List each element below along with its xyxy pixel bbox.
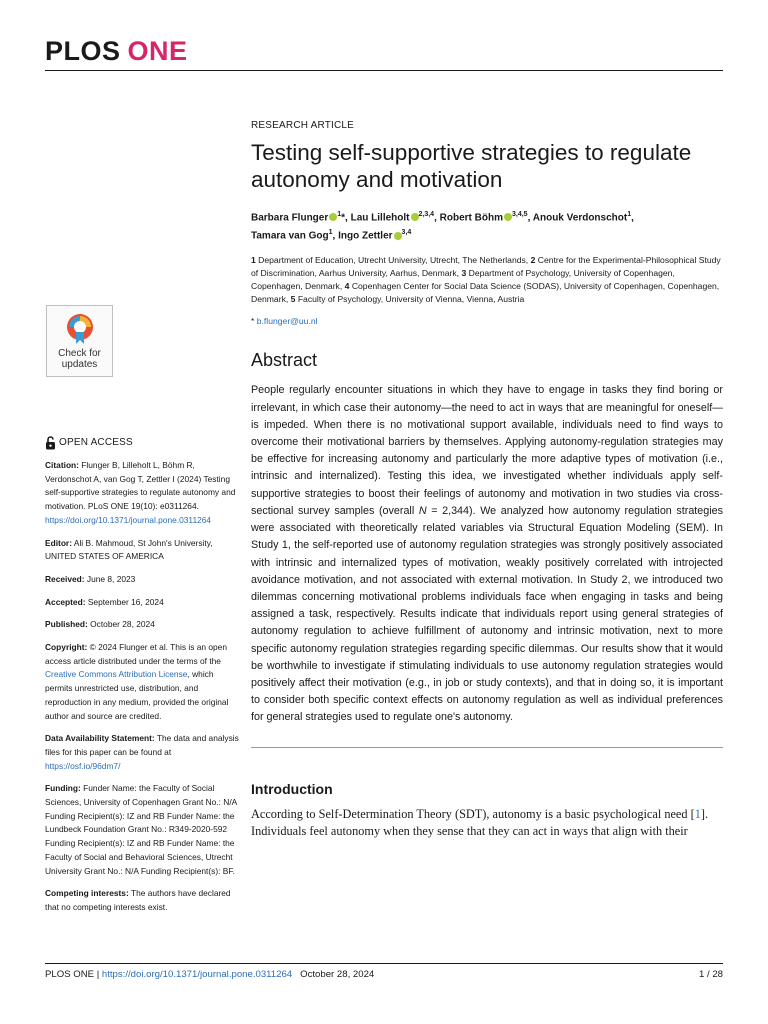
affiliation-number: 5 [290,294,296,305]
author-separator: , [527,212,533,224]
author-name[interactable]: Tamara van Gog [251,230,329,242]
received-label: Received: [45,573,85,584]
editor-label: Editor: [45,537,72,548]
footer-doi-link[interactable]: https://doi.org/10.1371/journal.pone.0311264 [101,969,293,980]
affiliation-text: Faculty of Psychology, University of Vienna, Vienna, Austria [297,294,525,305]
open-lock-icon [45,436,56,450]
reference-link-1[interactable]: 1 [694,806,701,821]
logo-plos: PLOS [45,36,121,66]
data-availability-block [45,732,240,773]
author-separator: , [434,212,440,224]
citation-doi-link[interactable]: https://doi.org/10.1371/journal.pone.0311264 [45,514,212,525]
logo-one: ONE [127,36,188,66]
article-metadata-sidebar [45,436,240,924]
footer-divider [45,963,723,964]
competing-interests-label: Competing interests: [45,888,129,899]
article-main [251,120,723,840]
author-name[interactable]: Robert Böhm [439,212,503,224]
citation-label: Citation: [45,460,79,470]
accepted-label: Accepted: [45,596,86,607]
badge-line-2: updates [61,359,98,370]
footer-left [45,969,374,980]
author-affiliation-sup: 3,4 [401,229,412,237]
affiliation-text: Copenhagen Center for Social Data Science (SODAS), University of Copenhagen, Copenhagen, Denmark, [251,281,720,305]
affiliations [251,254,723,307]
competing-interests-text: The authors have declared that no competing interests exist. [45,888,231,912]
license-link[interactable]: Creative Commons Attribution License [45,669,188,680]
copyright-text-1: © 2024 Flunger et al. This is an open access article distributed under the terms of the [45,642,227,666]
open-access-label [45,436,240,450]
journal-logo[interactable] [45,38,188,65]
copyright-block [45,641,240,723]
affiliation-text: Department of Education, Utrecht University, Utrecht, The Netherlands, [258,254,529,265]
received-block [45,573,240,587]
copyright-label: Copyright: [45,642,88,653]
editor-text: Ali B. Mahmoud, St John's University, UNITED STATES OF AMERICA [45,537,213,562]
published-block [45,618,240,632]
author-separator: , [332,230,339,242]
section-divider [251,747,723,748]
corresponding-email [251,316,723,326]
abstract-heading: Abstract [251,350,318,371]
osf-link[interactable]: https://osf.io/96dm7/ [45,760,121,771]
abstract-text [251,382,723,726]
footer-date: October 28, 2024 [300,969,375,980]
affiliation-number: 1 [251,254,256,265]
published-label: Published: [45,619,88,630]
author-list [251,207,723,244]
affiliation-number: 4 [344,281,350,292]
affiliation-text: Department of Psychology, University of Copenhagen, Copenhagen, Denmark, [251,267,675,292]
intro-part-1: According to Self-Determination Theory (SDT), autonomy is a basic psychological need [ [251,806,695,821]
badge-line-1: Check for [58,348,101,359]
affiliation-number: 3 [461,267,467,278]
abstract-n-label: N [418,504,427,517]
author-name[interactable]: Anouk Verdonschot [532,212,628,224]
author-affiliation-sup: 1 [627,211,632,218]
copyright-text-2: , which permits unrestricted use, distribution, and reproduction in any medium, provided the original author and source are credited. [45,669,229,721]
introduction-text [251,806,723,840]
author-affiliation-sup: 1 [328,229,333,237]
funding-label: Funding: [45,783,81,794]
editor-block [45,537,240,564]
page-footer [45,969,723,980]
data-availability-text: The data and analysis files for this paper can be found at [45,733,239,757]
affiliation-text: Centre for the Experimental-Philosophical Study of Discrimination, Aarhus University, Aarhus, Denmark, [251,254,721,278]
competing-interests-block [45,887,240,914]
orcid-icon[interactable] [411,213,419,221]
orcid-icon[interactable] [394,232,402,240]
published-date: October 28, 2024 [90,619,155,630]
funding-text: Funder Name: the Faculty of Social Sciences, University of Copenhagen Grant No.: N/A Funding Recipient(s): IZ and RB Funder Name: the Lundbeck Foundation Grant No.: R349-2020-592 Funding Recipient(s): IZ and RB Funder Name: the Faculty of Social and Behavioral Sciences, Utrecht University Grant No.: N/A Funding Recipient(s): BF. [45,783,237,876]
author-affiliation-sup: 3,4,5 [511,211,528,218]
accepted-date: September 16, 2024 [87,596,164,607]
data-availability-label: Data Availability Statement: [45,733,155,744]
accepted-block [45,596,240,610]
affiliation-number: 2 [530,254,536,265]
citation-block [45,459,240,528]
open-access-text: OPEN ACCESS [59,437,133,449]
check-for-updates-badge[interactable] [46,305,113,377]
author-affiliation-sup: 1 [337,211,342,218]
author-name[interactable]: Barbara Flunger [251,212,329,224]
funding-block [45,782,240,878]
email-link[interactable]: b.flunger@uu.nl [256,316,318,327]
article-type: RESEARCH ARTICLE [251,120,355,131]
article-title: Testing self-supportive strategies to regulate autonomy and motivation [251,140,692,192]
page-number: 1 / 28 [698,969,723,980]
author-affiliation-sup: 2,3,4 [418,211,435,218]
orcid-icon[interactable] [504,213,512,221]
email-star: * [251,316,257,327]
citation-text: Flunger B, Lilleholt L, Böhm R, Verdonschot A, van Gog T, Zettler I (2024) Testing self-supportive strategies to regulate autonomy and motivation. PLoS ONE 19(10): e0311264. [45,460,236,512]
author-name[interactable]: Ingo Zettler [338,230,393,242]
author-separator: , [631,212,634,224]
header-divider [45,70,723,71]
footer-journal: PLOS ONE | [45,969,102,980]
received-date: June 8, 2023 [86,573,136,584]
crossmark-icon [65,312,95,346]
abstract-part-2: = 2,344). We analyzed how autonomy regulation strategies were associated with theoretically related variables via Structural Equation Modeling (SEM). In Study 1, the self-reported use of autonomy regulation strategies was strongly positively associated with intrinsic and internalized types of motivation, weakly positively correlated with introjected avoidance motivation, and not associated with external motivation. In Study 2, we introduced two dilemmas concerning motivational problems individuals face when engaging in tasks and being assigned a task, respectively. Results indicate that individuals report using general strategies of autonomy regulation to achieve fulfillment of autonomy and intrinsic motivation, next to more specific autonomy regulation strategies regarding specific dilemmas. Our results show that it would be worthwhile to investigate if stimulating individuals to use autonomy regulation strategies would positively affect their motivation (e.g., in job or study contexts), and that in doing so, it is important to consider both specific context effects on autonomy regulation as well as individual preferences for general strategies used to regulate one's autonomy. [251,504,723,724]
abstract-part-1: People regularly encounter situations in which they have to engage in tasks they find boring or irrelevant, in which case their autonomy—the need to act in ways that are meaningful for oneself—is impeded. When there is no motivational support available, individuals need to find ways to overcome their motivational barriers by themselves. Applying autonomy-regulation strategies may be effective for increasing autonomy and particularly the more adaptive types of motivation (i.e., intrinsic and internalized). Testing this idea, we investigated whether individuals apply self-supportive strategies to boost their feelings of autonomy and motivation in two studies via cross-sectional survey samples (overall [251,384,723,517]
author-separator: *, [341,212,351,224]
introduction-heading: Introduction [251,780,333,797]
intro-part-2: ]. Individuals feel autonomy when they sense that they can act in ways that align with their [251,806,709,838]
author-name[interactable]: Lau Lilleholt [350,212,410,224]
